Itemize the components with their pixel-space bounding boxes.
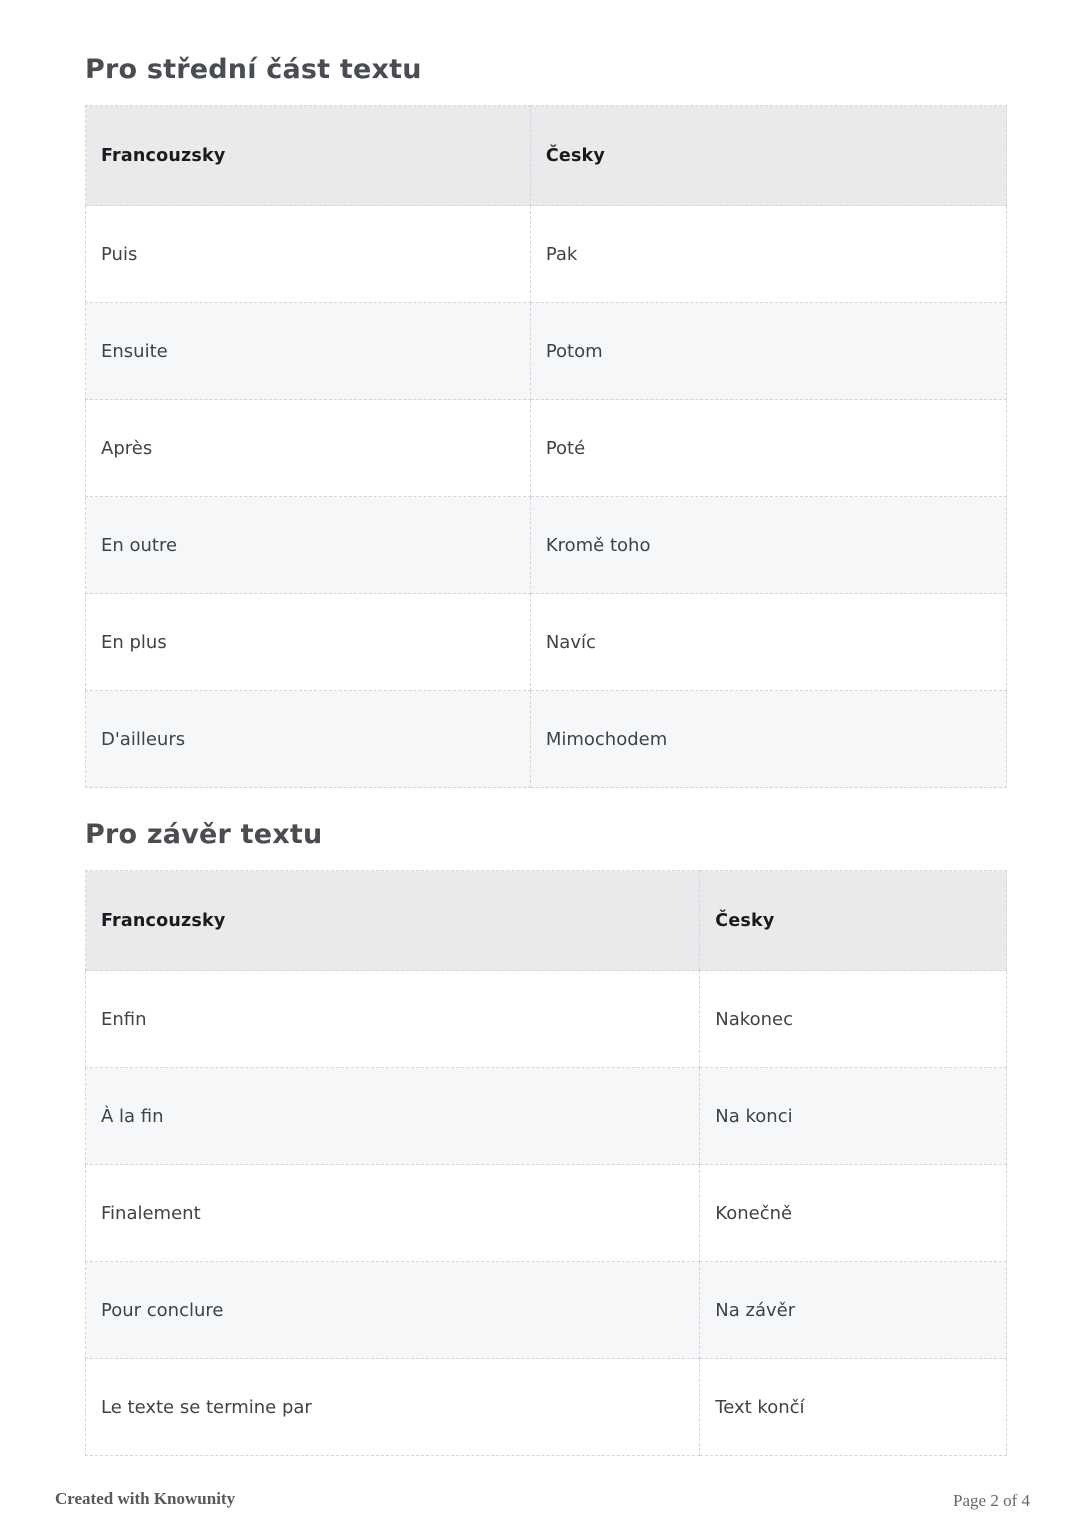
table-row — [86, 1165, 1007, 1262]
cell-czech: Kromě toho — [530, 497, 1006, 594]
table-row — [86, 1359, 1007, 1456]
table-row — [86, 206, 1007, 303]
cell-czech: Poté — [530, 400, 1006, 497]
table-header-row — [86, 106, 1007, 206]
cell-french: En outre — [86, 497, 531, 594]
vocab-table-middle — [85, 105, 1007, 788]
cell-french: Pour conclure — [86, 1262, 700, 1359]
column-header-french: Francouzsky — [86, 871, 700, 971]
table-row — [86, 971, 1007, 1068]
cell-french: Le texte se termine par — [86, 1359, 700, 1456]
table-row — [86, 1068, 1007, 1165]
cell-french: Finalement — [86, 1165, 700, 1262]
vocab-table-end — [85, 870, 1007, 1456]
cell-french: À la fin — [86, 1068, 700, 1165]
cell-czech: Konečně — [700, 1165, 1007, 1262]
cell-czech: Na konci — [700, 1068, 1007, 1165]
footer-branding: Created with Knowunity — [55, 1489, 236, 1508]
table-row — [86, 497, 1007, 594]
section-middle-of-text — [85, 53, 1007, 788]
cell-czech: Mimochodem — [530, 691, 1006, 788]
column-header-czech: Česky — [700, 871, 1007, 971]
cell-czech: Pak — [530, 206, 1006, 303]
cell-czech: Nakonec — [700, 971, 1007, 1068]
table-header-row — [86, 871, 1007, 971]
cell-czech: Potom — [530, 303, 1006, 400]
section-title: Pro střední část textu — [85, 54, 422, 85]
page-content — [85, 53, 1007, 1456]
column-header-czech: Česky — [530, 106, 1006, 206]
table-row — [86, 400, 1007, 497]
table-row — [86, 594, 1007, 691]
column-header-french: Francouzsky — [86, 106, 531, 206]
table-row — [86, 303, 1007, 400]
section-end-of-text — [85, 818, 1007, 1456]
table-row — [86, 691, 1007, 788]
cell-french: Après — [86, 400, 531, 497]
footer-page-number: Page 2 of 4 — [953, 1491, 1030, 1510]
cell-czech: Text končí — [700, 1359, 1007, 1456]
cell-french: Puis — [86, 206, 531, 303]
cell-french: D'ailleurs — [86, 691, 531, 788]
cell-czech: Na závěr — [700, 1262, 1007, 1359]
table-row — [86, 1262, 1007, 1359]
cell-french: Ensuite — [86, 303, 531, 400]
section-title: Pro závěr textu — [85, 819, 323, 850]
cell-czech: Navíc — [530, 594, 1006, 691]
cell-french: Enfin — [86, 971, 700, 1068]
cell-french: En plus — [86, 594, 531, 691]
